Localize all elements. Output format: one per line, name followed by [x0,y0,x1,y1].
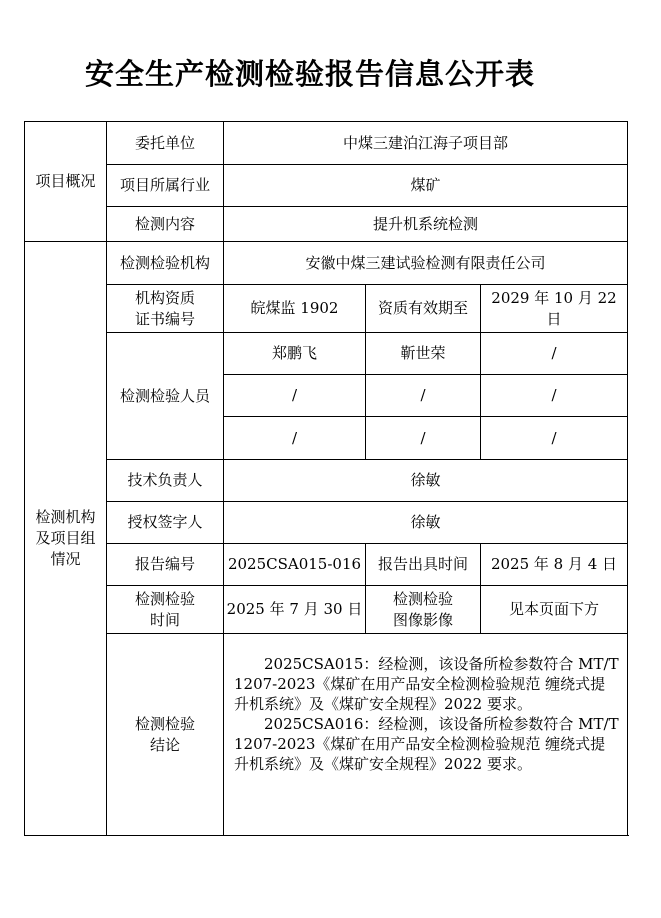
cert-label-line1: 机构资质 [134,288,195,307]
agency-label: 检测检验机构 [107,242,224,285]
issue-time-value: 2025 年 8 月 4 日 [481,544,628,586]
tech-lead-value: 徐敏 [224,460,628,502]
image-label [366,586,481,634]
org-section-label [25,242,107,836]
client-value: 中煤三建泊江海子项目部 [224,122,628,165]
personnel-cell: / [224,375,366,417]
personnel-cell: / [481,417,628,460]
conclusion-paragraph: 2025CSA016：经检测，该设备所检参数符合 MT/T 1207-2023《煤矿在用产品安全检测检验规范 缠绕式提升机系统》及《煤矿安全规程》2022 要求。 [234,715,619,773]
test-time-label-line2: 时间 [149,610,180,629]
report-no-value: 2025CSA015-016 [224,544,366,586]
validity-value: 2029 年 10 月 22 日 [481,285,628,333]
test-time-label-line1: 检测检验 [134,589,195,608]
personnel-cell: / [481,375,628,417]
test-time-label [107,586,224,634]
personnel-cell: 靳世荣 [366,333,481,375]
conclusion-text [224,634,628,836]
test-time-value: 2025 年 7 月 30 日 [224,586,366,634]
overview-section-label: 项目概况 [25,122,107,242]
report-no-label: 报告编号 [107,544,224,586]
personnel-label: 检测检验人员 [107,333,224,460]
cert-label [107,285,224,333]
cert-value: 皖煤监 1902 [224,285,366,333]
agency-value: 安徽中煤三建试验检测有限责任公司 [224,242,628,285]
industry-value: 煤矿 [224,165,628,207]
conclusion-label [107,634,224,836]
org-section-line2: 及项目组 [35,529,96,547]
conclusion-paragraph: 2025CSA015：经检测，该设备所检参数符合 MT/T 1207-2023《煤矿在用产品安全检测检验规范 缠绕式提升机系统》及《煤矿安全规程》2022 要求。 [234,655,619,713]
cert-label-line2: 证书编号 [134,309,195,328]
personnel-cell: 郑鹏飞 [224,333,366,375]
page-title: 安全生产检测检验报告信息公开表 [84,57,535,91]
industry-label: 项目所属行业 [107,165,224,207]
issue-time-label: 报告出具时间 [366,544,481,586]
report-info-table [24,121,628,836]
tech-lead-label: 技术负责人 [107,460,224,502]
conclusion-label-line1: 检测检验 [134,714,195,733]
signatory-value: 徐敏 [224,502,628,544]
signatory-label: 授权签字人 [107,502,224,544]
image-label-line1: 检测检验 [392,589,453,608]
validity-label: 资质有效期至 [366,285,481,333]
personnel-cell: / [366,375,481,417]
org-section-line1: 检测机构 [35,508,96,526]
personnel-cell: / [366,417,481,460]
conclusion-label-line2: 结论 [149,735,180,754]
personnel-cell: / [481,333,628,375]
personnel-cell: / [224,417,366,460]
image-value: 见本页面下方 [481,586,628,634]
image-label-line2: 图像影像 [392,610,453,629]
client-label: 委托单位 [107,122,224,165]
content-label: 检测内容 [107,207,224,242]
org-section-line3: 情况 [50,550,81,568]
content-value: 提升机系统检测 [224,207,628,242]
